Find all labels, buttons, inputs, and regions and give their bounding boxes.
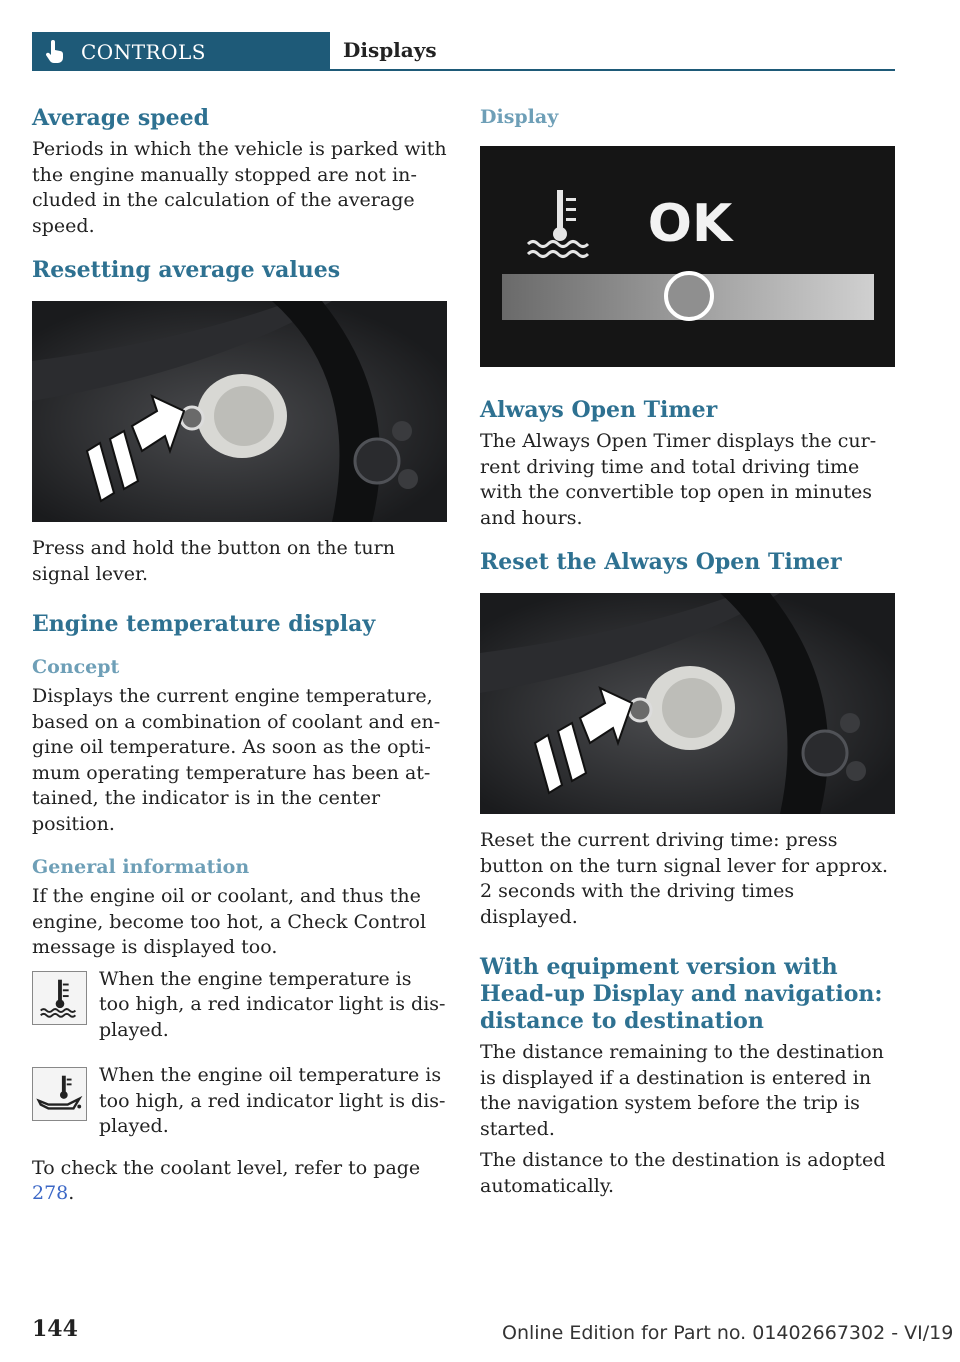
coolant-indicator-row bbox=[32, 967, 447, 1044]
heading-resetting-average: Resetting average values bbox=[32, 257, 341, 283]
left-column bbox=[32, 105, 447, 1213]
right-column bbox=[480, 105, 895, 1205]
heading-concept: Concept bbox=[32, 656, 120, 678]
coolant-temperature-icon bbox=[32, 971, 87, 1025]
turn-signal-lever-photo bbox=[32, 301, 447, 522]
turn-signal-lever-photo-2 bbox=[480, 593, 895, 814]
paragraph-hud-2: The distance to the destination is adopted automatically. bbox=[480, 1149, 886, 1197]
section-label: CONTROLS bbox=[81, 40, 206, 64]
oil-indicator-row bbox=[32, 1063, 447, 1140]
paragraph-general-information: If the engine oil or coolant, and thus the engine, become too hot, a Check Control message is displayed too. bbox=[32, 885, 427, 958]
page-number: 144 bbox=[32, 1316, 78, 1342]
oil-indicator-text: When the engine oil temperature is too high, a red indicator light is displayed. bbox=[99, 1064, 446, 1137]
heading-hud-distance: With equipment version with Head-up Display and navigation: distance to destination bbox=[480, 954, 883, 1034]
edition-footer: Online Edition for Part no. 01402667302 - VI/19 bbox=[502, 1322, 954, 1344]
engine-oil-temperature-icon bbox=[32, 1067, 87, 1121]
heading-always-open-timer: Always Open Timer bbox=[480, 397, 718, 423]
paragraph-reset-aot: Reset the current driving time: press button on the turn signal lever for approx. 2 seconds with the driving times displayed. bbox=[480, 829, 889, 928]
display-ok-text: OK bbox=[647, 194, 733, 254]
paragraph-average-speed: Periods in which the vehicle is parked with the engine manually stopped are not included in the calculation of the average speed. bbox=[32, 138, 447, 237]
paragraph-check-coolant: To check the coolant level, refer to page 278. bbox=[32, 1156, 421, 1204]
heading-average-speed: Average speed bbox=[32, 105, 209, 131]
temperature-display-image bbox=[480, 146, 895, 367]
heading-reset-aot: Reset the Always Open Timer bbox=[480, 549, 842, 575]
header-rule bbox=[330, 69, 895, 71]
hand-pointer-icon bbox=[44, 40, 66, 64]
heading-engine-temp: Engine temperature display bbox=[32, 611, 376, 637]
section-header bbox=[32, 32, 330, 71]
chapter-title: Displays bbox=[343, 38, 437, 62]
page-reference-link[interactable]: 278 bbox=[32, 1182, 69, 1204]
coolant-indicator-text: When the engine temperature is too high, a red indicator light is displayed. bbox=[99, 967, 446, 1041]
paragraph-concept: Displays the current engine temperature, based on a combination of coolant and engine oil temperature. As soon as the optimum operating temperature has been attained, the indicator is in the center position. bbox=[32, 685, 441, 835]
paragraph-hud-1: The distance remaining to the destination is displayed if a destination is entered in the navigation system before the trip is started. bbox=[480, 1041, 884, 1140]
heading-general-information: General information bbox=[32, 856, 250, 878]
paragraph-reset-average: Press and hold the button on the turn signal lever. bbox=[32, 537, 395, 585]
paragraph-always-open-timer: The Always Open Timer displays the current driving time and total driving time with the convertible top open in minutes and hours. bbox=[480, 430, 877, 529]
heading-display: Display bbox=[480, 106, 559, 128]
